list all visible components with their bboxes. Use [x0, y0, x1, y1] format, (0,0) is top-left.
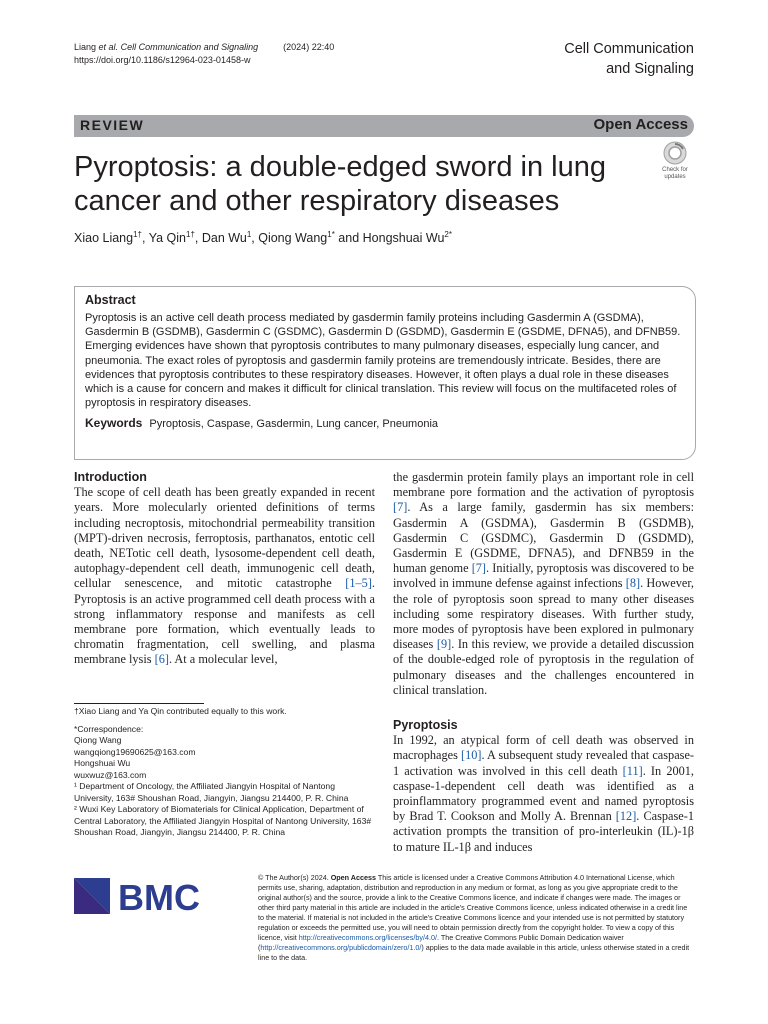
author-name[interactable]: Qiong Wang — [258, 231, 328, 246]
keywords-label: Keywords — [85, 416, 143, 431]
citation-link[interactable]: [7] — [393, 500, 408, 515]
author-list: Xiao Liang$^{1\dagger}$, Ya Qin$^{1\dagger}$, Dan Wu$^1$, Qiong Wang$^{1*}$ and Hongshuai $Wu^{2*}$ — [74, 230, 452, 246]
affiliation: ² Wuxi Key Laboratory of Biomaterials for Clinical Application, Department of Central Laboratory, the Affiliated Jiangyin Hospital of Nantong University, 163# Shoushan Road, Jiangyin, Jiangsu 214400, P. R. China — [74, 804, 372, 837]
citation-link[interactable]: [1–5] — [345, 576, 372, 591]
citation-link[interactable]: [8] — [625, 576, 641, 591]
author-name[interactable]: Xiao Liang — [74, 231, 134, 246]
doi-link[interactable]: https://doi.org/10.1186/s12964-023-01458-w — [74, 55, 251, 65]
abstract-box — [74, 286, 696, 460]
author-name[interactable]: Dan Wu — [201, 231, 247, 246]
equal-contribution-note: †Xiao Liang and Ya Qin contributed equally to this work. — [74, 706, 287, 716]
author-name[interactable]: Hongshuai Wu — [362, 231, 445, 246]
citation-etal: et al. — [98, 42, 119, 52]
publicdomain-link[interactable]: http://creativecommons.org/publicdomain/zero/1.0/ — [260, 943, 422, 952]
keywords-list: Pyroptosis, Caspase, Gasdermin, Lung cancer, Pneumonia — [149, 418, 439, 431]
abstract-text: Pyroptosis is an active cell death process mediated by gasdermin family proteins including Gasdermin A (GSDMA), Gasdermin B (GSDMB), Gasdermin C (GSDMC), Gasdermin D (GSDMD), Gasdermin E (GSDME, DFNA5), and DFNB59. Emerging evidences have shown that pyroptosis contributes to many pulmonary diseases, especially lung cancer, and pneumonia. The exact roles of pyroptosis and gasdermin family proteins are tremendously intricate. Besides, there are evidences that pyroptosis contributes to these respiratory diseases. However, it often plays a dual role in these diseases which is a cause for concern and makes it difficult for clinical translation. This review will focus on the multifaceted roles of pyroptosis in respiratory diseases. — [85, 312, 681, 410]
right-column — [393, 470, 694, 698]
check-for-updates-line1: Check for — [662, 167, 688, 173]
article-title: Pyroptosis: a double-edged sword in lung cancer and other respiratory diseases — [74, 151, 606, 217]
article-type-bar — [74, 115, 694, 137]
footnote-divider — [74, 703, 204, 704]
pyroptosis-paragraph: In 1992, an atypical form of cell death was observed in macrophages [10]. A subsequent study revealed that caspase-1 activation was involved in this cell death [11]. In 2001, caspase-1-dependent cell death was identified as a proinflammatory programmed event and named pyroptosis by Brad T. Cookson and Molly A. Brennan [12]. Caspase-1 activation prompts the transition of pro-interleukin (IL)-1β to mature IL-1β and induces — [393, 733, 694, 854]
footnotes — [74, 706, 375, 839]
journal-name: Cell Communication and Signaling — [564, 41, 694, 77]
affiliation: ¹ Department of Oncology, the Affiliated Jiangyin Hospital of Nantong University, 163# Shoushan Road, Jiangyin, Jiangsu 214400, P. R. China — [74, 781, 349, 803]
introduction-paragraph: The scope of cell death has been greatly expanded in recent years. More molecularly oriented definitions of terms including necroptosis, mitochondrial permeability transition (MPT)-driven necrosis, ferroptosis, parthanatos, entotic cell death, NETotic cell death, lysosome-dependent cell death, autophagy-dependent cell death, immunogenic cell death, cellular senescence, and mitotic catastrophe [1–5]. Pyroptosis is an active programmed cell death process with a strong inflammatory response and manifests as cell membrane pore formation, which eventually leads to chromatin fragmentation, cell swelling, and plasma membrane lysis [6]. At a molecular level, — [74, 485, 375, 667]
author-joiner: and — [338, 231, 360, 246]
citation-link[interactable]: [9] — [436, 637, 452, 652]
check-for-updates-icon[interactable] — [656, 140, 694, 180]
bmc-logo-text: BMC — [118, 878, 200, 914]
license-text: © The Author(s) 2024. Open Access This article is licensed under a Creative Commons Attribution 4.0 International License, which permits use, sharing, adaptation, distribution and reproduction in any medium or format, as long as you give appropriate credit to the original author(s) and the source, provide a link to the Creative Commons licence, and indicate if changes were made. The images or other third party material in this article are included in the article's Creative Commons licence, unless indicated otherwise in a credit line to the material. If material is not included in the article's Creative Commons licence and your intended use is not permitted by statutory regulation or exceeds the permitted use, you will need to obtain permission directly from the copyright holder. To view a copy of this licence, visit http://creativecommons.org/licenses/by/4.0/. The Creative Commons Public Domain Dedication waiver (http://creativecommons.org/publicdomain/zero/1.0/) applies to the data made available in this article, unless otherwise stated in a credit line to the data. — [258, 873, 690, 962]
citation-link[interactable]: [10] — [461, 748, 482, 763]
citation-link[interactable]: [6] — [154, 652, 169, 667]
check-for-updates-line2: updates — [664, 174, 686, 180]
citation-link[interactable]: [12] — [615, 809, 637, 824]
citation-link[interactable]: [7] — [471, 561, 487, 576]
pyroptosis-section — [393, 718, 694, 855]
correspondence-email[interactable]: wuxwuz@163.com — [74, 769, 147, 780]
citation-link[interactable]: [11] — [622, 763, 643, 778]
introduction-paragraph-continued: the gasdermin protein family plays an important role in cell membrane pore formation and the activation of pyroptosis [7]. As a large family, gasdermin has six members: Gasdermin A (GSDMA), Gasdermin B (GSDMB), Gasdermin C (GSDMC), Gasdermin D (GSDMD), Gasdermin E (GSDME, DFNA5), and DFNB59 in the human genome [7]. Initially, pyroptosis was discovered to be involved in immune defense against infections [8]. However, the role of pyroptosis soon spread to many other diseases including some respiratory diseases. With further study, more modes of pyroptosis have been explored in pulmonary diseases [9]. In this review, we provide a detailed discussion of the double-edged role of pyroptosis in the regulation of pulmonary diseases and the challenges encountered in clinical translation. — [393, 470, 694, 697]
left-column — [74, 470, 375, 668]
correspondence-name: Qiong Wang — [74, 735, 122, 745]
open-access-label: Open Access — [593, 116, 688, 133]
pyroptosis-heading: Pyroptosis — [393, 718, 458, 732]
correspondence-email[interactable]: wangqiong19690625@163.com — [74, 746, 196, 757]
keywords — [85, 416, 685, 430]
correspondence-label: *Correspondence: — [74, 723, 144, 734]
abstract-heading: Abstract — [85, 293, 136, 307]
citation-authors: Liang — [74, 42, 97, 52]
citation-journal: Cell Communication and Signaling — [120, 42, 259, 52]
running-header — [74, 41, 334, 67]
author-name[interactable]: Ya Qin — [148, 231, 187, 246]
bmc-logo-icon[interactable] — [74, 878, 214, 914]
license-link[interactable]: http://creativecommons.org/licenses/by/4.0/ — [298, 933, 437, 942]
correspondence-name: Hongshuai Wu — [74, 758, 131, 768]
introduction-heading: Introduction — [74, 470, 147, 484]
article-type-label: REVIEW — [80, 117, 145, 133]
citation-year-volume: (2024) 22:40 — [283, 42, 335, 52]
